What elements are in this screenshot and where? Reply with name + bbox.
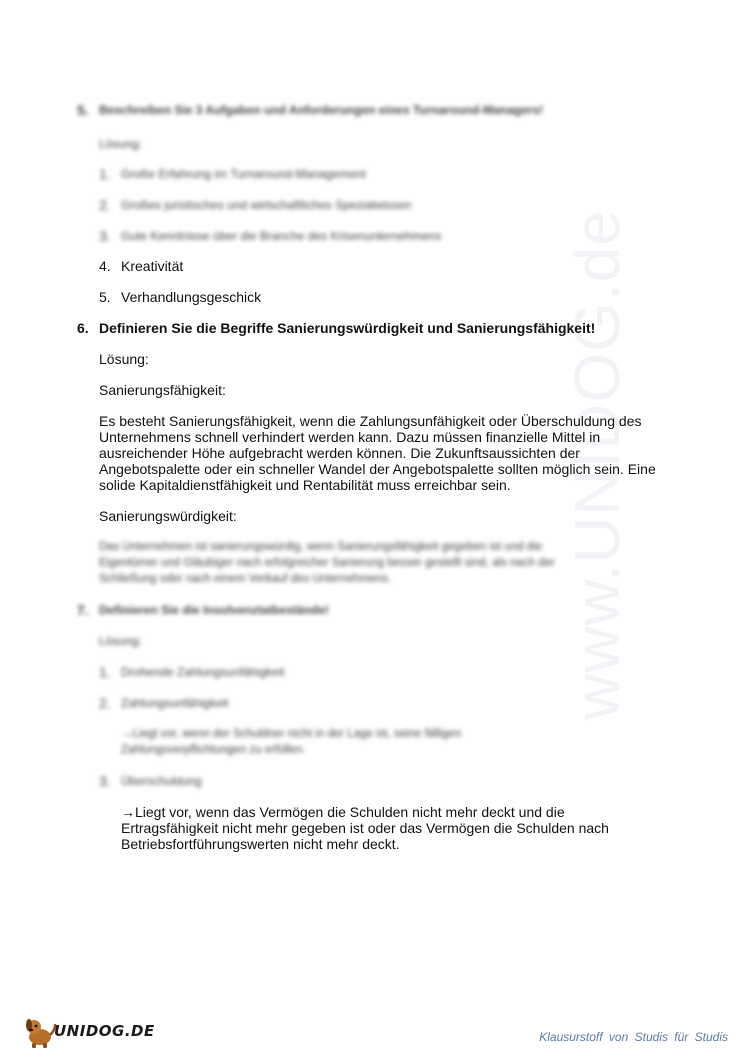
q7-item-3: Überschuldung: [121, 774, 202, 788]
q7-number: 7.: [77, 602, 89, 618]
q5-item-5: Verhandlungsgeschick: [121, 289, 262, 305]
q5-item-1-number: 1.: [99, 166, 111, 182]
paragraph-line: →Liegt vor, wenn das Vermögen die Schulden nicht mehr deckt und die: [121, 804, 565, 820]
q7-item-3-explanation: [121, 804, 609, 852]
paragraph-line: Unternehmens schnell verhindert werden kann. Dazu müssen finanzielle Mittel in: [99, 429, 601, 445]
q5-item-4-number: 4.: [99, 258, 111, 274]
q7-question: Definieren Sie die Insolvenztatbestände!: [99, 603, 330, 617]
paragraph-line: →Liegt vor, wenn der Schuldner nicht in der Lage ist, seine fälligen: [121, 728, 462, 740]
q5-item-2-number: 2.: [99, 197, 111, 213]
paragraph-line: Angebotspalette oder ein schneller Wandel der Angebotspalette sollten möglich sein. Eine: [99, 461, 656, 477]
paragraph-line: Es besteht Sanierungsfähigkeit, wenn die Zahlungsunfähigkeit oder Überschuldung des: [99, 413, 642, 429]
paragraph-line: ausreichender Höhe aufgebracht werden können. Die Zukunftsaussichten der: [99, 445, 580, 461]
paragraph-line: solide Kapitaldienstfähigkeit und Rentabilität muss erreichbar sein.: [99, 477, 511, 493]
q7-solution-label: Lösung:: [99, 634, 142, 648]
q5-item-1: Große Erfahrung im Turnaround-Management: [121, 167, 366, 181]
footer-tagline: Klausurstoff von Studis für Studis: [539, 1030, 728, 1044]
q7-item-3-number: 3.: [99, 773, 111, 789]
q5-number: 5.: [77, 102, 89, 118]
q5-item-4: Kreativität: [121, 258, 184, 274]
paragraph-line: Ertragsfähigkeit nicht mehr gegeben ist oder das Vermögen die Schulden nach: [121, 820, 609, 836]
q5-item-3: Gute Kenntnisse über die Branche des Krisenunternehmens: [121, 229, 442, 243]
q6-solution-label: Lösung:: [99, 351, 149, 367]
q5-item-3-number: 3.: [99, 228, 111, 244]
q5-item-2: Großes juristisches und wirtschaftliches Spezialwissen: [121, 198, 412, 212]
unidog-logo: [22, 1015, 162, 1049]
paragraph-line: Eigentümer und Gläubiger nach erfolgreicher Sanierung besser gestellt sind, als nach der: [99, 557, 555, 569]
q5-question: Beschreiben Sie 3 Aufgaben und Anforderungen eines Turnaround-Managers!: [99, 103, 544, 117]
q7-item-2: Zahlungsunfähigkeit: [121, 696, 229, 710]
q6-number: 6.: [77, 320, 89, 336]
q7-item-1: Drohende Zahlungsunfähigkeit: [121, 665, 285, 679]
q5-solution-label: Lösung:: [99, 137, 142, 151]
paragraph-line: Schließung oder nach einem Verkauf des Unternehmens.: [99, 573, 392, 585]
q6-question: Definieren Sie die Begriffe Sanierungswürdigkeit und Sanierungsfähigkeit!: [99, 320, 596, 336]
logo-text: UNIDOG.DE: [54, 1022, 155, 1040]
q6-wurdigkeit-paragraph: [99, 539, 555, 587]
q6-fahigkeit-label: Sanierungsfähigkeit:: [99, 382, 226, 398]
paragraph-line: Zahlungsverpflichtungen zu erfüllen.: [121, 744, 306, 756]
paragraph-line: Das Unternehmen ist sanierungswürdig, wenn Sanierungsfähigkeit gegeben ist und die: [99, 541, 543, 553]
q7-item-2-number: 2.: [99, 695, 111, 711]
q6-fahigkeit-paragraph: [99, 413, 656, 493]
q6-wurdigkeit-label: Sanierungswürdigkeit:: [99, 508, 237, 524]
q7-item-2-explanation: [121, 726, 461, 758]
q7-item-1-number: 1.: [99, 664, 111, 680]
q5-item-5-number: 5.: [99, 289, 111, 305]
watermark: www.UNIDOG.de: [561, 209, 633, 720]
paragraph-line: Betriebsfortführungswerten nicht mehr deckt.: [121, 836, 400, 852]
